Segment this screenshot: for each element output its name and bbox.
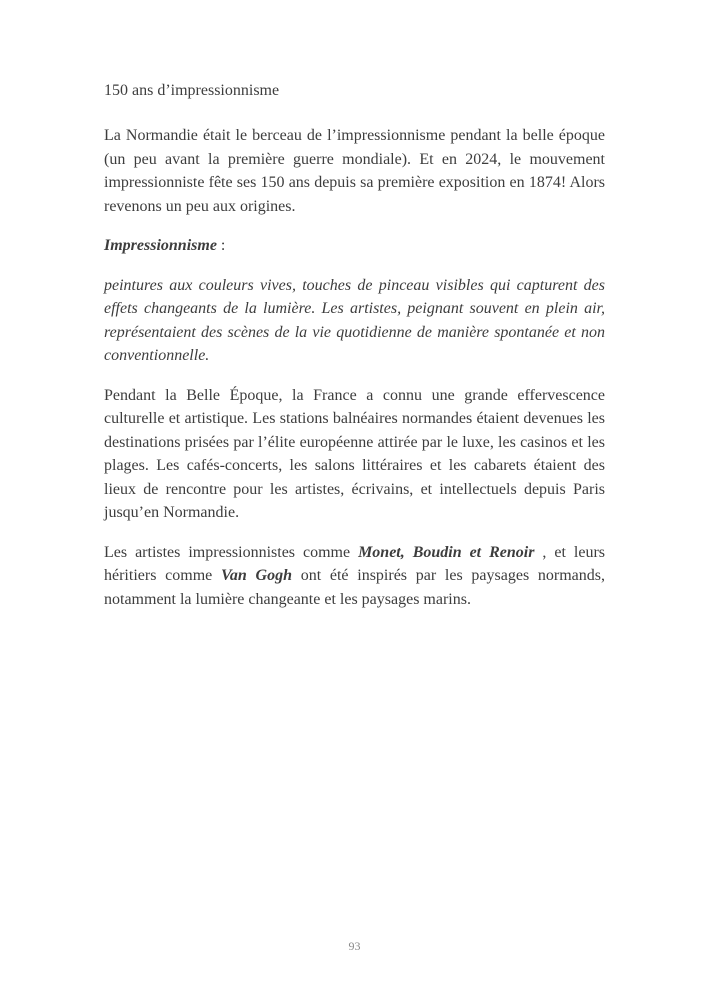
article-title: 150 ans d’impressionnisme (104, 82, 280, 99)
page-number: 93 (348, 939, 361, 953)
artists-text-3: ont été inspirés par les paysages normands, notamment la lumière changeante et les paysages marins. (104, 567, 606, 608)
paragraph-belle-epoque: Pendant la Belle Époque, la France a connu une grande effervescence culturelle et artistique. Les stations balnéaires normandes étaient devenues les destinations prisées par l’élite européenne attirée par le luxe, les casinos et les plages. Les cafés-concerts, les salons littéraires et les cabarets étaient des lieux de rencontre pour les artistes, écrivains, et intellectuels depuis Paris jusqu’en Normandie. (104, 386, 605, 521)
paragraph-intro: La Normandie était le berceau de l’impressionnisme pendant la belle époque (un peu avant la première guerre mondiale). Et en 2024, le mouvement impressionniste fête ses 150 ans depuis sa première exposition en 1874! Alors revenons un peu aux origines. (104, 127, 605, 215)
paragraph-definition: peintures aux couleurs vives, touches de pinceau visibles qui capturent des effets changeants de la lumière. Les artistes, peignant souvent en plein air, représentaient des scènes de la vie quotidienne de manière spontanée et non conventionnelle. (104, 276, 605, 364)
paragraph-artists (104, 541, 605, 612)
definition-term: Impressionnisme (104, 237, 217, 254)
artists-names-monet-boudin-renoir: Monet, Boudin et Renoir (358, 543, 535, 561)
artists-text-1: Les artistes impressionnistes comme (104, 543, 359, 561)
definition-colon: : (216, 237, 226, 254)
article-body (104, 80, 605, 627)
artists-text-2: , et leurs héritiers comme (104, 543, 606, 584)
definition-heading (104, 234, 605, 258)
artists-name-van-gogh: Van Gogh (220, 567, 292, 584)
